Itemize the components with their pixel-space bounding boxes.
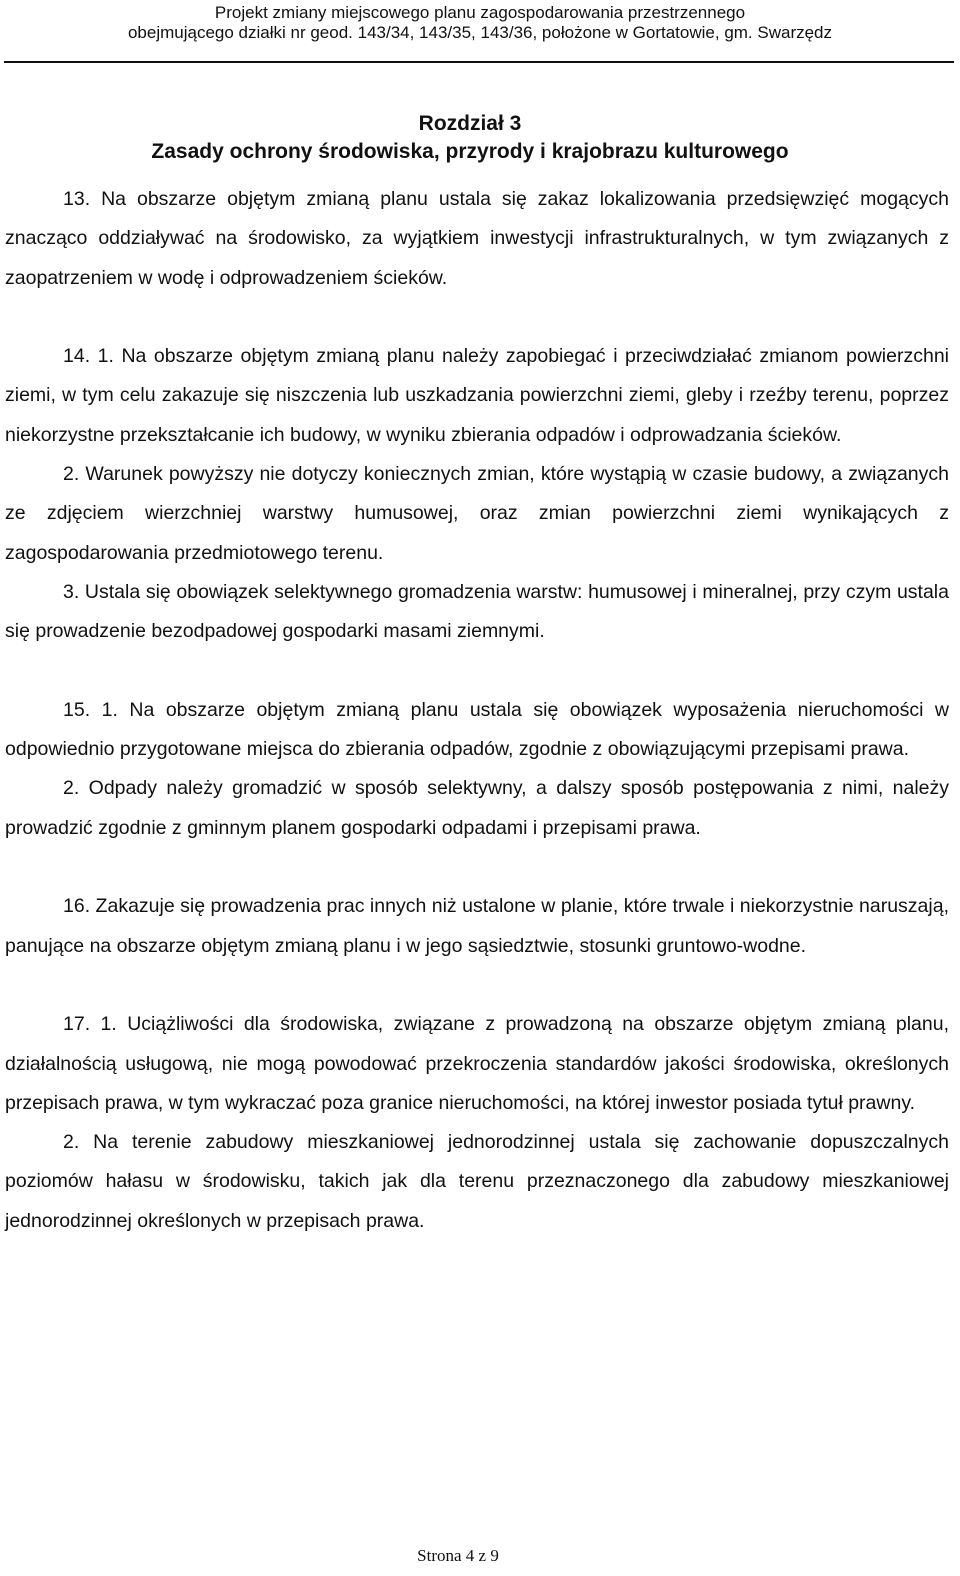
section-gap bbox=[5, 652, 949, 691]
section-gap bbox=[5, 966, 949, 1005]
section-14-paragraph-3: 3. Ustala się obowiązek selektywnego gromadzenia warstw: humusowej i mineralnej, przy czym ustala się prowadzenie bezodpadowej gospodarki masami ziemnymi. bbox=[5, 580, 949, 643]
section-16-paragraph-1: 16. Zakazuje się prowadzenia prac innych niż ustalone w planie, które trwale i niekorzystnie naruszają, panujące na obszarze objętym zmianą planu i w jego sąsiedztwie, stosunki gruntowo-wodne. bbox=[5, 895, 949, 957]
section-gap bbox=[5, 848, 949, 887]
section-15-paragraph-2: 2. Odpady należy gromadzić w sposób selektywny, a dalszy sposób postępowania z nimi, należy prowadzić zgodnie z gminnym planem gospodarki odpadami i przepisami prawa. bbox=[5, 777, 949, 839]
section-17-paragraph-1: 17. 1. Uciążliwości dla środowiska, związane z prowadzoną na obszarze objętym zmianą planu, działalnością usługową, nie mogą powodować przekroczenia standardów jakości środowiska, określonych przepisach prawa, w tym wykraczać poza granice nieruchomości, na której inwestor posiada tytuł prawny. bbox=[5, 1013, 949, 1114]
section-15-paragraph-1: 15. 1. Na obszarze objętym zmianą planu ustala się obowiązek wyposażenia nieruchomości w odpowiednio przygotowane miejsca do zbierania odpadów, zgodnie z obowiązującymi przepisami prawa. bbox=[5, 698, 949, 761]
header-line-2: obejmującego działki nr geod. 143/34, 143/35, 143/36, położone w Gortatowie, gm. Swarzędz bbox=[127, 23, 833, 42]
section-17-paragraph-2: 2. Na terenie zabudowy mieszkaniowej jednorodzinnej ustala się zachowanie dopuszczalnych poziomów hałasu w środowisku, takich jak dla terenu przeznaczonego dla zabudowy mieszkaniowej jednorodzinnej określonych w przepisach prawa. bbox=[5, 1131, 949, 1232]
section-14-paragraph-2: 2. Warunek powyższy nie dotyczy koniecznych zmian, które wystąpią w czasie budowy, a związanych ze zdjęciem wierzchniej warstwy humusowej, oraz zmian powierzchni ziemi wynikających z zagospodarowania przedmiotowego terenu. bbox=[5, 463, 949, 564]
section-13-paragraph-1: 13. Na obszarze objętym zmianą planu ustala się zakaz lokalizowania przedsięwzięć mogących znacząco oddziaływać na środowisko, za wyjątkiem inwestycji infrastrukturalnych, w tym związanych z zaopatrzeniem w wodę i odprowadzeniem ścieków. bbox=[5, 188, 949, 289]
document-body bbox=[5, 180, 949, 1241]
page-number: Strona 4 z 9 bbox=[417, 1546, 499, 1565]
chapter-title: Zasady ochrony środowiska, przyrody i krajobrazu kulturowego bbox=[151, 140, 789, 163]
chapter-number: Rozdział 3 bbox=[418, 112, 522, 135]
section-gap bbox=[5, 298, 949, 337]
header-line-1: Projekt zmiany miejscowego planu zagospodarowania przestrzennego bbox=[214, 3, 746, 22]
header-divider bbox=[4, 61, 954, 63]
running-header bbox=[0, 0, 960, 64]
section-14-paragraph-1: 14. 1. Na obszarze objętym zmianą planu należy zapobiegać i przeciwdziałać zmianom powierzchni ziemi, w tym celu zakazuje się niszczenia lub uszkadzania powierzchni ziemi, gleby i rzeźby terenu, poprzez niekorzystne przekształcanie ich budowy, w wyniku zbierania odpadów i odprowadzania ścieków. bbox=[5, 345, 949, 446]
chapter-heading bbox=[0, 110, 940, 166]
